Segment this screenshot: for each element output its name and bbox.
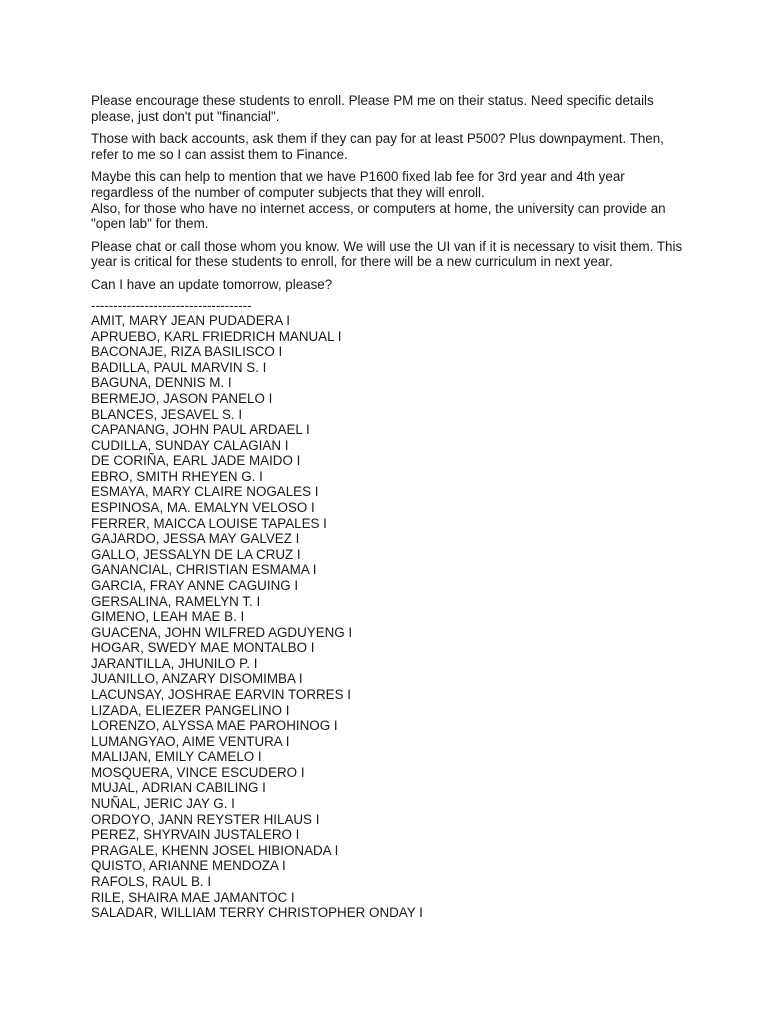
- student-name: LORENZO, ALYSSA MAE PAROHINOG I: [91, 718, 338, 734]
- student-name: BAGUNA, DENNIS M. I: [91, 375, 232, 391]
- student-name: AMIT, MARY JEAN PUDADERA I: [91, 313, 290, 329]
- document-page: [91, 93, 691, 921]
- student-name: LUMANGYAO, AIME VENTURA I: [91, 733, 290, 749]
- student-name: CUDILLA, SUNDAY CALAGIAN I: [91, 437, 289, 453]
- paragraph-encourage: Please encourage these students to enroll. Please PM me on their status. Need specific details please, just don't put "financial".: [91, 93, 654, 124]
- student-name: EBRO, SMITH RHEYEN G. I: [91, 468, 263, 484]
- student-name: GARCIA, FRAY ANNE CAGUING I: [91, 577, 299, 593]
- student-name: JUANILLO, ANZARY DISOMIMBA I: [91, 671, 303, 687]
- student-name: GERSALINA, RAMELYN T. I: [91, 593, 261, 609]
- student-name: RAFOLS, RAUL B. I: [91, 873, 212, 889]
- student-name: HOGAR, SWEDY MAE MONTALBO I: [91, 640, 315, 656]
- student-name: PEREZ, SHYRVAIN JUSTALERO I: [91, 827, 300, 843]
- paragraph-back-accounts: Those with back accounts, ask them if they can pay for at least P500? Plus downpayment. Then, refer to me so I can assist them to Finance.: [91, 131, 664, 162]
- student-name: NUÑAL, JERIC JAY G. I: [91, 796, 235, 812]
- student-name: QUISTO, ARIANNE MENDOZA I: [91, 858, 286, 874]
- student-name: GUACENA, JOHN WILFRED AGDUYENG I: [91, 624, 353, 640]
- student-name: ESMAYA, MARY CLAIRE NOGALES I: [91, 484, 319, 500]
- student-name: CAPANANG, JOHN PAUL ARDAEL I: [91, 422, 310, 438]
- student-name: APRUEBO, KARL FRIEDRICH MANUAL I: [91, 328, 342, 344]
- student-name: MUJAL, ADRIAN CABILING I: [91, 780, 266, 796]
- paragraph-lab-fee: Maybe this can help to mention that we have P1600 fixed lab fee for 3rd year and 4th year regardless of the number of computer subjects that they will enroll.: [91, 169, 625, 200]
- student-name: GALLO, JESSALYN DE LA CRUZ I: [91, 546, 301, 562]
- student-name: BERMEJO, JASON PANELO I: [91, 391, 273, 407]
- divider-line: ------------------------------------: [91, 297, 252, 313]
- student-name: BADILLA, PAUL MARVIN S. I: [91, 359, 267, 375]
- student-name: JARANTILLA, JHUNILO P. I: [91, 655, 258, 671]
- student-name: ESPINOSA, MA. EMALYN VELOSO I: [91, 500, 315, 516]
- student-name: FERRER, MAICCA LOUISE TAPALES I: [91, 515, 327, 531]
- paragraph-update-request: Can I have an update tomorrow, please?: [91, 276, 333, 292]
- student-name: GANANCIAL, CHRISTIAN ESMAMA I: [91, 562, 317, 578]
- student-list: [91, 313, 691, 921]
- student-name: MOSQUERA, VINCE ESCUDERO I: [91, 764, 305, 780]
- student-name: GAJARDO, JESSA MAY GALVEZ I: [91, 531, 300, 547]
- student-name: RILE, SHAIRA MAE JAMANTOC I: [91, 889, 295, 905]
- student-name: MALIJAN, EMILY CAMELO I: [91, 749, 262, 765]
- paragraph-chat-or-call: Please chat or call those whom you know. We will use the UI van if it is necessary to visit them. This year is critical for these students to enroll, for there will be a new curriculum in next year.: [91, 238, 683, 270]
- student-name: PRAGALE, KHENN JOSEL HIBIONADA I: [91, 842, 339, 858]
- student-name: LACUNSAY, JOSHRAE EARVIN TORRES I: [91, 687, 351, 702]
- student-name: GIMENO, LEAH MAE B. I: [91, 609, 245, 625]
- student-name: ORDOYO, JANN REYSTER HILAUS I: [91, 811, 320, 827]
- student-name: DE CORIÑA, EARL JADE MAIDO I: [91, 453, 301, 469]
- student-name: BLANCES, JESAVEL S. I: [91, 406, 243, 422]
- paragraph-open-lab: Also, for those who have no internet access, or computers at home, the university can provide an "open lab" for them.: [91, 200, 666, 232]
- student-name: BACONAJE, RIZA BASILISCO I: [91, 344, 283, 360]
- student-name: LIZADA, ELIEZER PANGELINO I: [91, 702, 290, 718]
- student-name: SALADAR, WILLIAM TERRY CHRISTOPHER ONDAY I: [91, 905, 423, 921]
